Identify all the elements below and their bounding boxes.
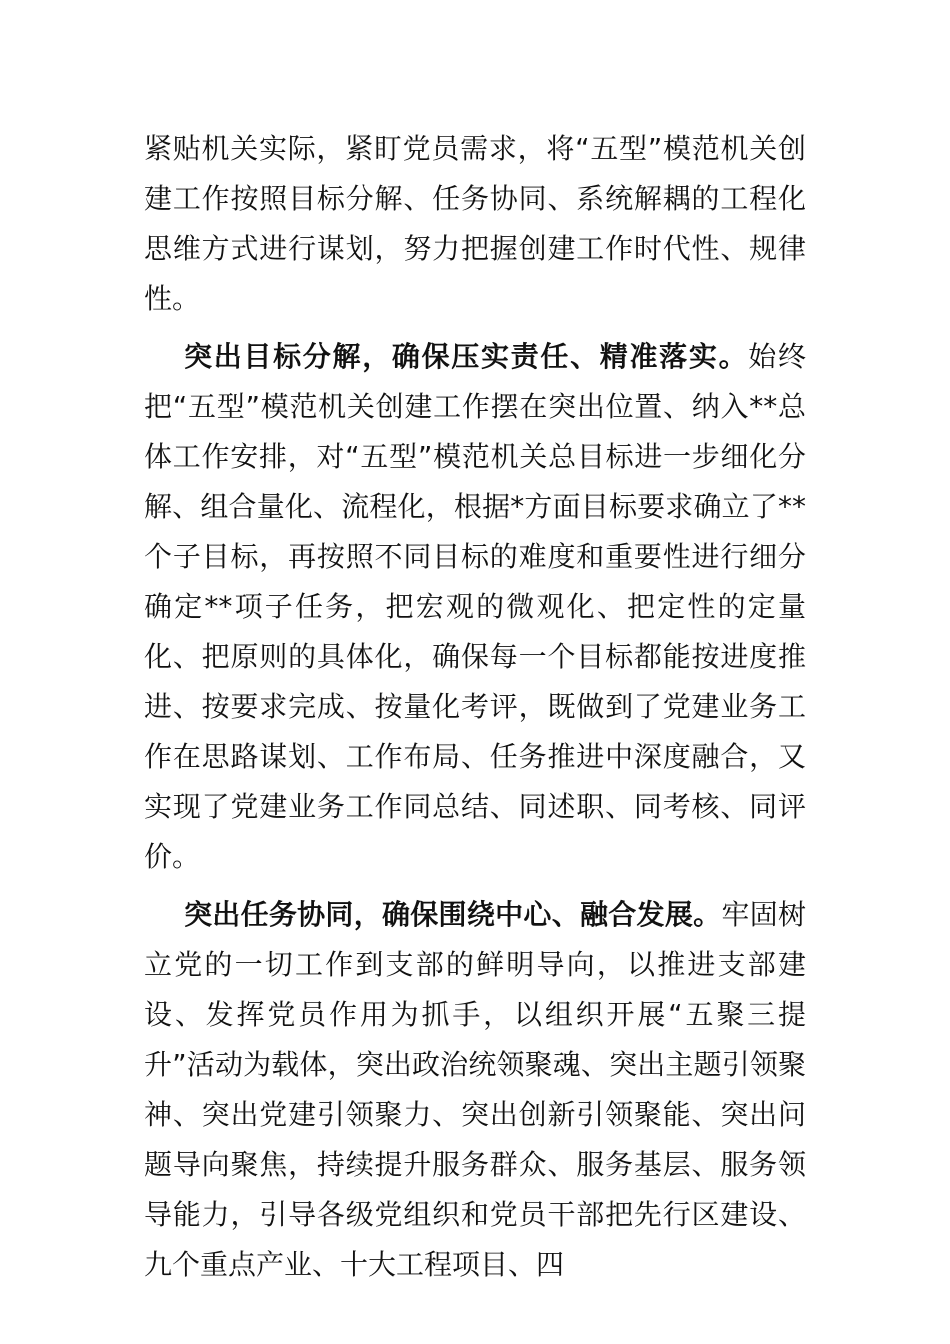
paragraph-2: [144, 332, 806, 882]
paragraph-3: [144, 890, 806, 1290]
paragraph-2-heading: 突出目标分解，确保压实责任、精准落实。: [184, 340, 749, 373]
paragraph-1: [144, 124, 806, 324]
paragraph-1-text: 紧贴机关实际，紧盯党员需求，将“五型”模范机关创建工作按照目标分解、任务协同、系统解耦的工程化思维方式进行谋划，努力把握创建工作时代性、规律性。: [144, 132, 806, 315]
paragraph-3-heading: 突出任务协同，确保围绕中心、融合发展。: [184, 898, 722, 931]
document-body: [144, 124, 806, 1298]
paragraph-3-text: 牢固树立党的一切工作到支部的鲜明导向，以推进支部建设、发挥党员作用为抓手，以组织开展“五聚三提升”活动为载体，突出政治统领聚魂、突出主题引领聚神、突出党建引领聚力、突出创新引领聚能、突出问题导向聚焦，持续提升服务群众、服务基层、服务领导能力，引导各级党组织和党员干部把先行区建设、九个重点产业、十大工程项目、四: [144, 898, 806, 1281]
paragraph-2-text: 始终把“五型”模范机关创建工作摆在突出位置、纳入**总体工作安排，对“五型”模范机关总目标进一步细化分解、组合量化、流程化，根据*方面目标要求确立了**个子目标，再按照不同目标的难度和重要性进行细分确定**项子任务，把宏观的微观化、把定性的定量化、把原则的具体化，确保每一个目标都能按进度推进、按要求完成、按量化考评，既做到了党建业务工作在思路谋划、工作布局、任务推进中深度融合，又实现了党建业务工作同总结、同述职、同考核、同评价。: [144, 340, 806, 873]
